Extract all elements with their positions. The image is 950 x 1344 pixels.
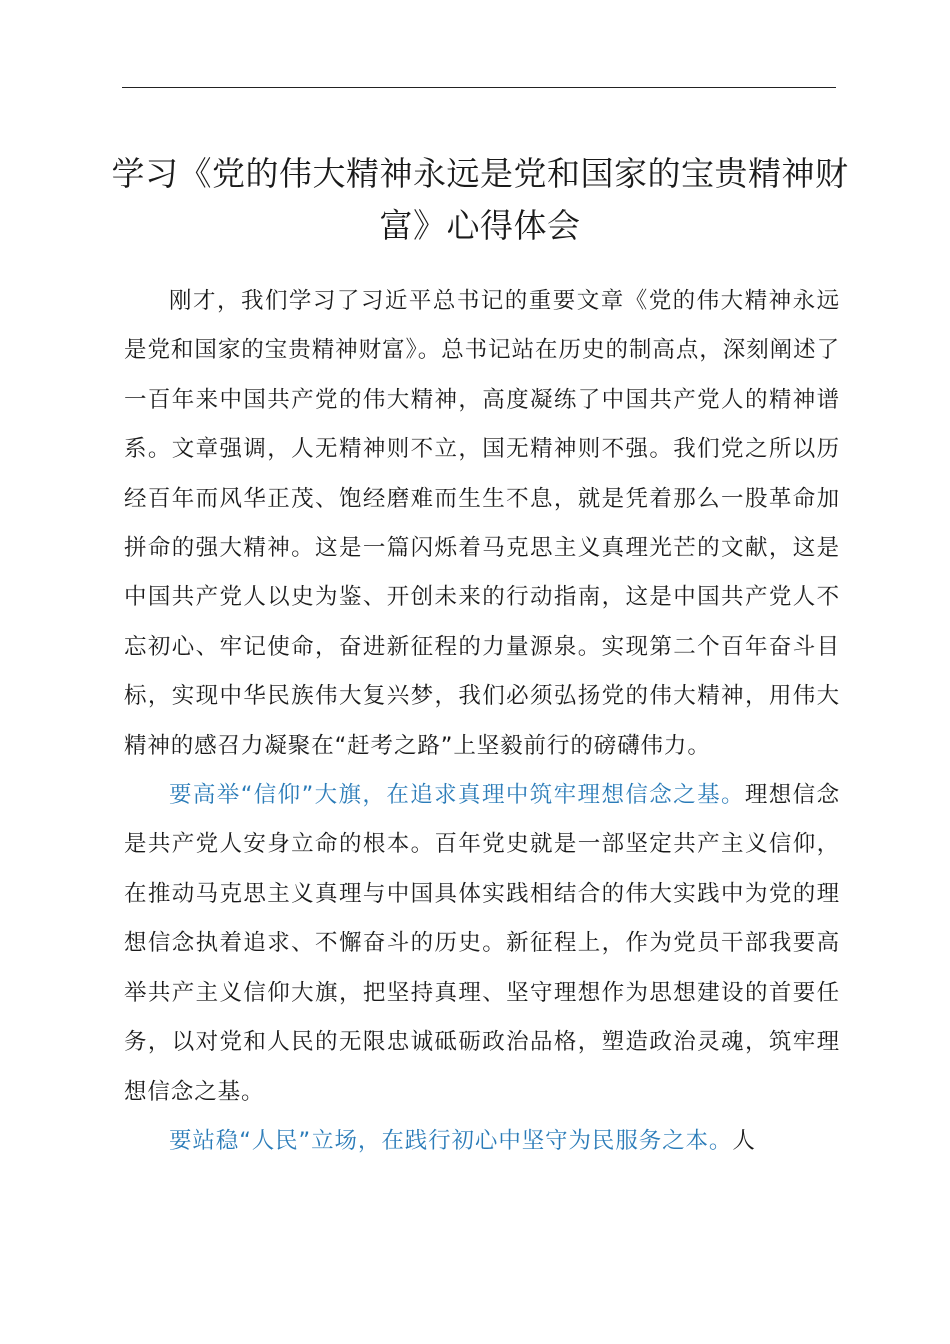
paragraph-intro xyxy=(124,277,840,771)
paragraph-text: 理想信念是共产党人安身立命的根本。百年党史就是一部坚定共产主义信仰，在推动马克思主义真理与中国具体实践相结合的伟大实践中为党的理想信念执着追求、不懈奋斗的历史。新征程上，作为党员干部我要高举共产主义信仰大旗，把坚持真理、坚守理想作为思想建设的首要任务，以对党和人民的无限忠诚砥砺政治品格，塑造政治灵魂，筑牢理想信念之基。 xyxy=(124,782,840,1105)
document-title: 学习《党的伟大精神永远是党和国家的宝贵精神财富》心得体会 xyxy=(111,154,849,245)
paragraph-lead: 要高举“信仰”大旗，在追求真理中筑牢理想信念之基。 xyxy=(169,782,745,809)
paragraph-faith xyxy=(124,771,840,1117)
paragraph-people xyxy=(124,1117,840,1166)
paragraph-lead: 要站稳“人民”立场，在践行初心中坚守为民服务之本。 xyxy=(169,1127,733,1154)
paragraph-text: 人 xyxy=(732,1127,756,1154)
document-body xyxy=(124,277,840,1166)
header-rule xyxy=(122,87,836,88)
paragraph-text: 刚才，我们学习了习近平总书记的重要文章《党的伟大精神永远是党和国家的宝贵精神财富》。总书记站在历史的制高点，深刻阐述了一百年来中国共产党的伟大精神，高度凝练了中国共产党人的精神谱系。文章强调，人无精神则不立，国无精神则不强。我们党之所以历经百年而风华正茂、饱经磨难而生生不息，就是凭着那么一股革命加拼命的强大精神。这是一篇闪烁着马克思主义真理光芒的文献，这是中国共产党人以史为鉴、开创未来的行动指南，这是中国共产党人不忘初心、牢记使命，奋进新征程的力量源泉。实现第二个百年奋斗目标，实现中华民族伟大复兴梦，我们必须弘扬党的伟大精神，用伟大精神的感召力凝聚在“赶考之路”上坚毅前行的磅礴伟力。 xyxy=(124,288,840,759)
